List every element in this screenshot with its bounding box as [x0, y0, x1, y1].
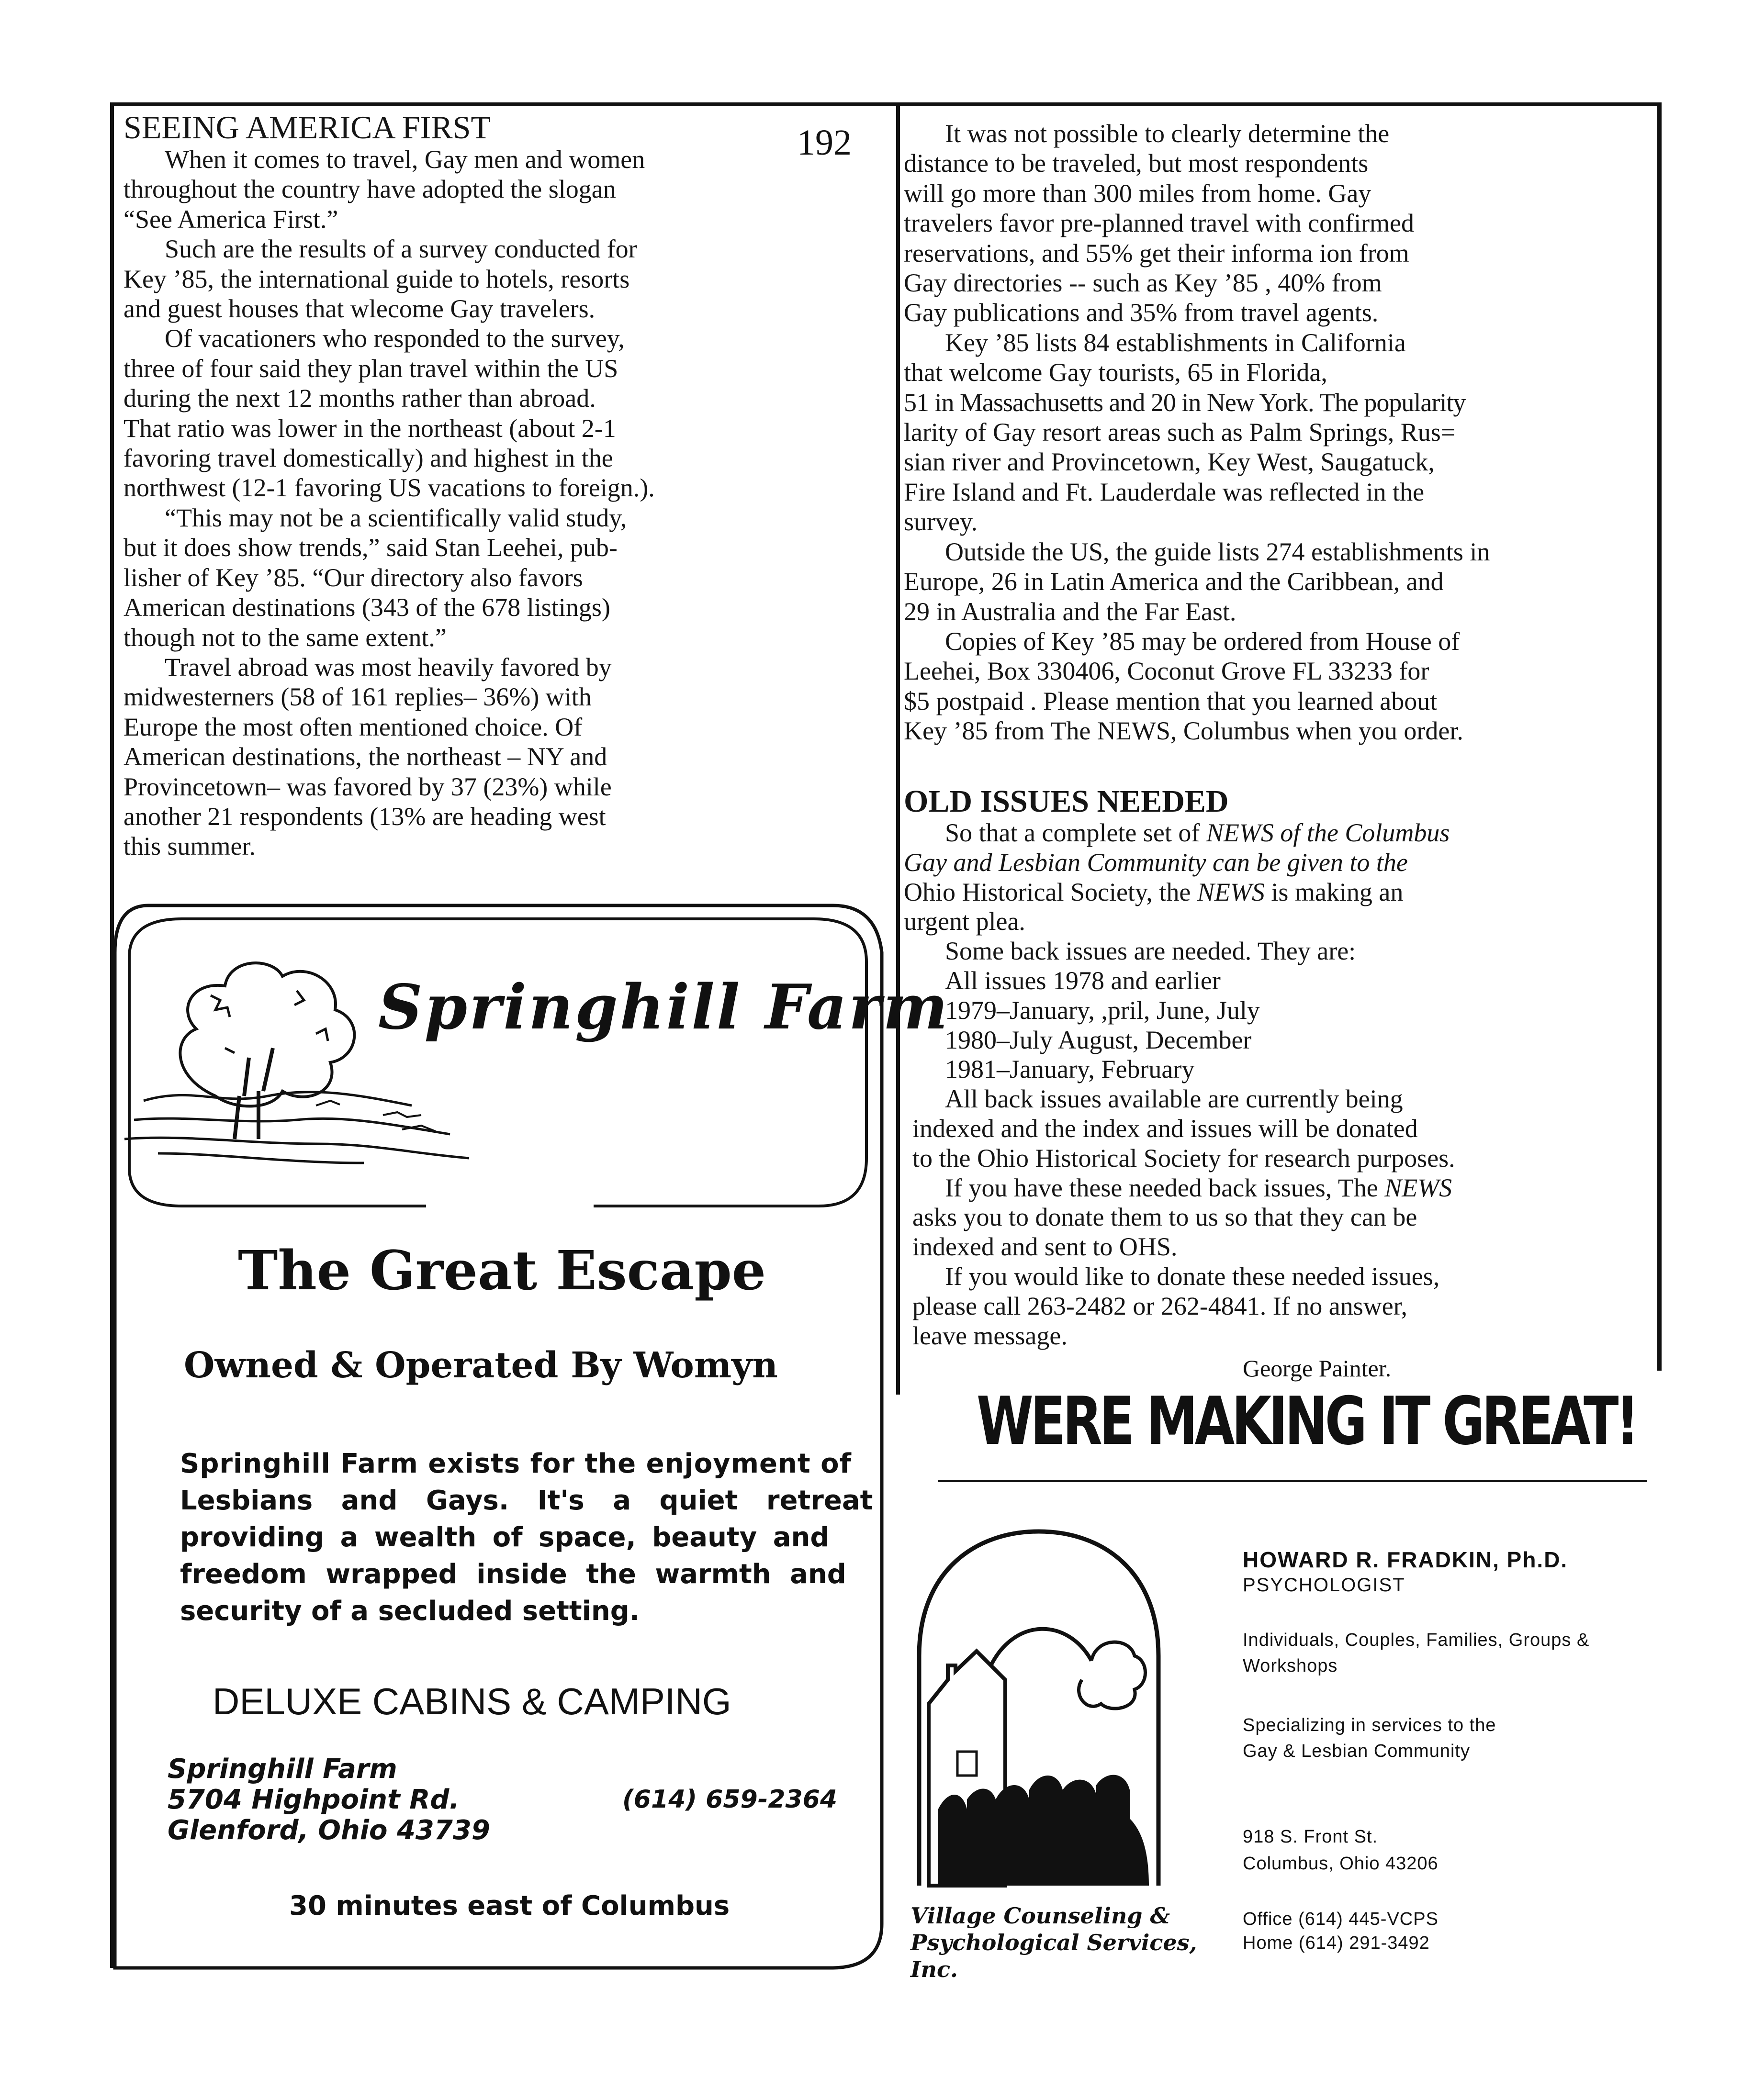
- article-line: “See America First.”: [124, 204, 338, 234]
- village-counseling-caption: [910, 1902, 1197, 1983]
- springhill-deluxe: DELUXE CABINS & CAMPING: [213, 1680, 731, 1722]
- article-line: that welcome Gay tourists, 65 in Florida,: [904, 358, 1327, 387]
- article-line: When it comes to travel, Gay men and women: [165, 145, 645, 174]
- article-line: Such are the results of a survey conducted for: [165, 235, 637, 264]
- article-line: travelers favor pre-planned travel with confirmed: [904, 209, 1415, 238]
- article-line: sian river and Provincetown, Key West, Saugatuck,: [904, 447, 1435, 477]
- article-line: It was not possible to clearly determine the: [945, 119, 1390, 148]
- article-line: Key ’85 from The NEWS, Columbus when you order.: [904, 716, 1463, 746]
- slogan-rule: [938, 1480, 1647, 1482]
- springhill-body: [180, 1445, 873, 1630]
- frame-divider: [896, 102, 900, 1395]
- article-line: lisher of Key ’85. “Our directory also favors: [124, 563, 583, 592]
- springhill-logo-script: Springhill Farm: [378, 972, 950, 1043]
- tree-landscape-illustration: [115, 914, 546, 1173]
- article-line: indexed and sent to OHS.: [912, 1232, 1178, 1262]
- article-continued: [904, 119, 1651, 746]
- slogan-banner: WERE MAKING IT GREAT!: [977, 1383, 1637, 1460]
- article-line: indexed and the index and issues will be donated: [912, 1114, 1418, 1143]
- article-line: Outside the US, the guide lists 274 establishments in: [945, 537, 1490, 566]
- issue-list-item: 1979–January, ,pril, June, July: [945, 995, 1260, 1025]
- page-number: 192: [797, 123, 852, 163]
- logo-caption-line: Inc.: [910, 1956, 958, 1982]
- services-line: Individuals, Couples, Families, Groups &: [1243, 1630, 1590, 1650]
- article-line: distance to be traveled, but most respondents: [904, 149, 1369, 178]
- article-line: Gay publications and 35% from travel agents.: [904, 298, 1379, 327]
- article-line: So that a complete set of NEWS of the Columbus: [945, 818, 1450, 847]
- article-line: another 21 respondents (13% are heading west: [124, 802, 606, 831]
- article-line: Key ’85 lists 84 establishments in California: [945, 328, 1406, 357]
- logo-caption-line: Psychological Services,: [910, 1930, 1197, 1955]
- article-line: northwest (12-1 favoring US vacations to foreign.).: [124, 473, 655, 503]
- specializing-line: Specializing in services to the: [1243, 1715, 1496, 1735]
- ad-body-line: Springhill Farm exists for the enjoyment of: [180, 1448, 852, 1479]
- village-counseling-logo: [910, 1522, 1168, 1895]
- article-line: “This may not be a scientifically valid study,: [165, 503, 627, 532]
- article-line: please call 263-2482 or 262-4841. If no answer,: [912, 1291, 1408, 1320]
- article-old-issues: [904, 785, 1651, 1351]
- article-line: survey.: [904, 507, 978, 536]
- signature: George Painter.: [1243, 1355, 1392, 1382]
- logo-caption-line: Village Counseling &: [910, 1903, 1170, 1929]
- fradkin-title: PSYCHOLOGIST: [1243, 1575, 1405, 1596]
- fradkin-address: [1243, 1823, 1439, 1877]
- springhill-subhead: Owned & Operated By Womyn: [184, 1345, 778, 1386]
- article-title: SEEING AMERICA FIRST: [124, 109, 491, 145]
- issue-list-item: All issues 1978 and earlier: [945, 966, 1221, 995]
- address-line: Springhill Farm: [168, 1754, 397, 1785]
- article-line: American destinations (343 of the 678 listings): [124, 593, 610, 622]
- article-line: urgent plea.: [904, 907, 1025, 936]
- issue-list-item: 1981–January, February: [945, 1055, 1195, 1084]
- article-line: Some back issues are needed. They are:: [945, 937, 1356, 966]
- article-line: three of four said they plan travel within the US: [124, 354, 618, 383]
- article-line: American destinations, the northeast – NY and: [124, 742, 607, 771]
- article-line: and guest houses that wlecome Gay travelers.: [124, 294, 596, 324]
- services-line: Workshops: [1243, 1656, 1338, 1676]
- article-line: $5 postpaid . Please mention that you learned about: [904, 686, 1438, 715]
- springhill-address: [168, 1754, 490, 1846]
- phone-line: Home (614) 291-3492: [1243, 1933, 1430, 1953]
- article-line: All back issues available are currently being: [945, 1084, 1403, 1114]
- ad-body-line: freedom wrapped inside the warmth and: [180, 1559, 846, 1590]
- article-line: If you have these needed back issues, The NEWS: [945, 1173, 1452, 1202]
- article-line: Copies of Key ’85 may be ordered from House of: [945, 626, 1460, 656]
- frame-right: [1657, 102, 1662, 1371]
- article-line: leave message.: [912, 1321, 1068, 1350]
- fradkin-name: HOWARD R. FRADKIN, Ph.D.: [1243, 1547, 1568, 1572]
- springhill-headline: The Great Escape: [238, 1240, 766, 1302]
- article-line: If you would like to donate these needed issues,: [945, 1262, 1440, 1291]
- article-line: asks you to donate them to us so that they can be: [912, 1203, 1417, 1232]
- issue-list-item: 1980–July August, December: [945, 1025, 1252, 1054]
- article-line: during the next 12 months rather than abroad.: [124, 384, 596, 413]
- article-line: Travel abroad was most heavily favored by: [165, 652, 612, 681]
- old-issues-title: OLD ISSUES NEEDED: [904, 784, 1229, 819]
- article-line: Of vacationers who responded to the survey,: [165, 324, 625, 353]
- address-line: Glenford, Ohio 43739: [168, 1815, 490, 1846]
- article-line: 29 in Australia and the Far East.: [904, 597, 1236, 626]
- fradkin-specializing: [1243, 1712, 1496, 1764]
- article-line: reservations, and 55% get their informa ion from: [904, 238, 1409, 268]
- frame-top: [110, 102, 1661, 106]
- article-line: Provincetown– was favored by 37 (23%) while: [124, 772, 612, 801]
- article-seeing-america-first: [124, 110, 813, 861]
- phone-line: Office (614) 445-VCPS: [1243, 1909, 1439, 1929]
- article-line: 51 in Massachusetts and 20 in New York. The popularity: [904, 388, 1466, 417]
- article-line: Europe the most often mentioned choice. Of: [124, 712, 583, 741]
- article-line: Leehei, Box 330406, Coconut Grove FL 33233 for: [904, 657, 1429, 686]
- frame-left: [110, 102, 114, 926]
- fradkin-services: [1243, 1627, 1589, 1679]
- ad-body-line: providing a wealth of space, beauty and: [180, 1522, 830, 1553]
- article-line: That ratio was lower in the northeast (about 2-1: [124, 413, 616, 443]
- ad-body-line: security of a secluded setting.: [180, 1596, 640, 1627]
- address-line: 918 S. Front St.: [1243, 1827, 1378, 1847]
- article-line: favoring travel domestically) and highest in the: [124, 444, 613, 473]
- article-line: but it does show trends,” said Stan Leehei, pub-: [124, 533, 618, 562]
- article-line: Key ’85, the international guide to hotels, resorts: [124, 264, 630, 293]
- article-line: Gay and Lesbian Community can be given to the: [904, 848, 1408, 877]
- article-line: Fire Island and Ft. Lauderdale was reflected in the: [904, 477, 1425, 506]
- article-line: this summer.: [124, 832, 256, 861]
- article-line: throughout the country have adopted the slogan: [124, 175, 616, 204]
- article-line: midwesterners (58 of 161 replies– 36%) with: [124, 682, 592, 712]
- article-line: though not to the same extent.”: [124, 623, 447, 652]
- springhill-phone: (614) 659-2364: [622, 1785, 838, 1814]
- ad-body-line: Lesbians and Gays. It's a quiet retreat: [180, 1485, 873, 1516]
- fradkin-phones: [1243, 1907, 1439, 1955]
- address-line: 5704 Highpoint Rd.: [168, 1784, 460, 1815]
- article-line: will go more than 300 miles from home. Gay: [904, 179, 1371, 208]
- article-line: to the Ohio Historical Society for research purposes.: [912, 1143, 1455, 1173]
- article-line: Ohio Historical Society, the NEWS is making an: [904, 877, 1404, 906]
- article-line: Gay directories -- such as Key ’85 , 40% from: [904, 268, 1382, 298]
- article-line: larity of Gay resort areas such as Palm Springs, Rus=: [904, 418, 1456, 447]
- springhill-footer: 30 minutes east of Columbus: [289, 1890, 730, 1921]
- article-line: Europe, 26 in Latin America and the Caribbean, and: [904, 567, 1444, 596]
- specializing-line: Gay & Lesbian Community: [1243, 1741, 1470, 1761]
- address-line: Columbus, Ohio 43206: [1243, 1854, 1439, 1874]
